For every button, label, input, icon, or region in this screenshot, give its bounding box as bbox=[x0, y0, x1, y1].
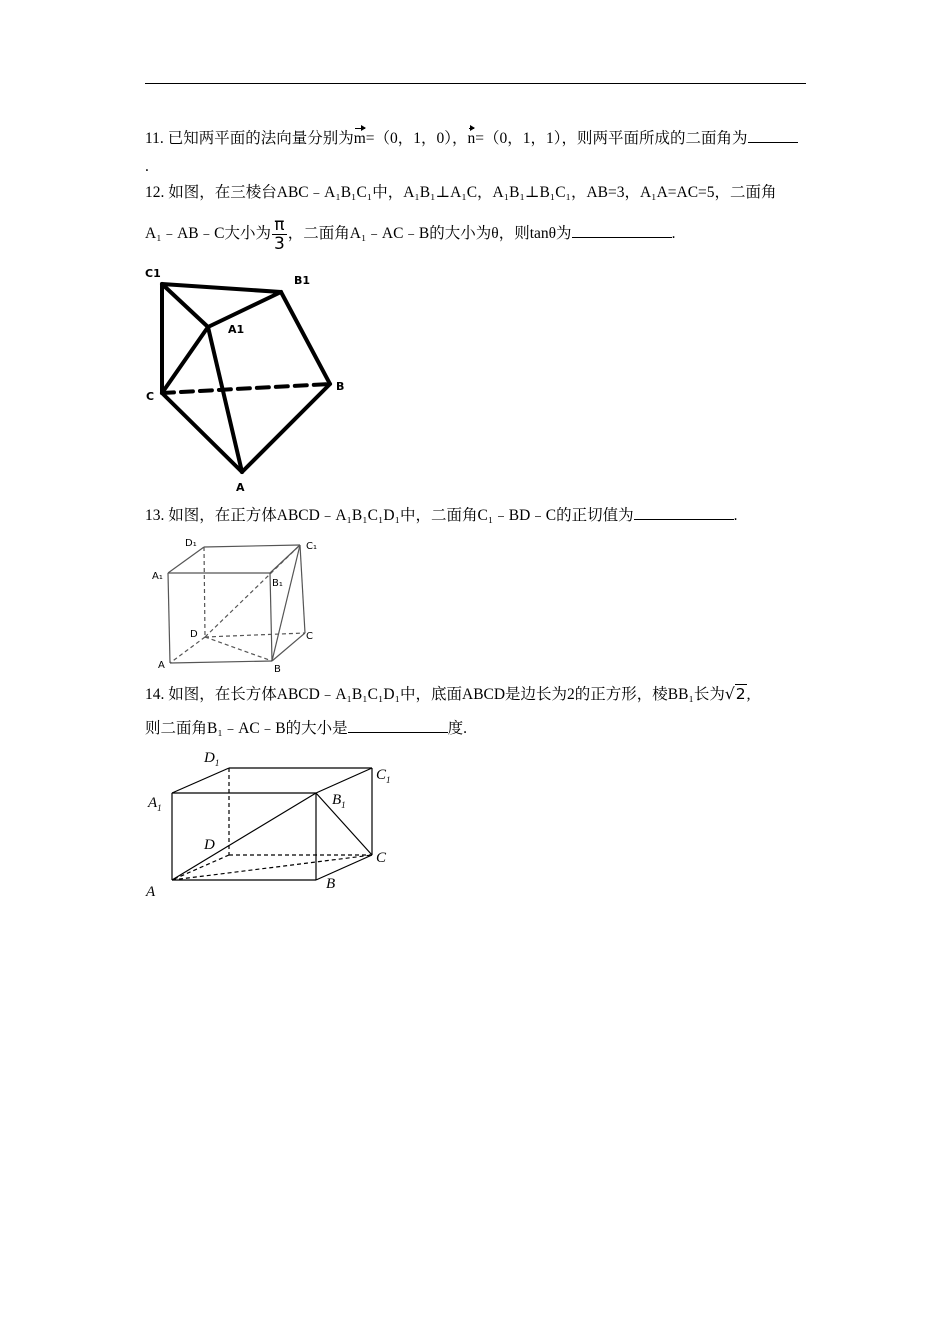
q11-number: 11. bbox=[145, 130, 164, 147]
q12-end: . bbox=[671, 225, 676, 242]
q14-line1-a: 如图，在长方体ABCD﹣A₁B₁C₁D₁中，底面ABCD是边长为2的正方形，棱BB₁长为 bbox=[168, 686, 725, 703]
label-a1: A1 bbox=[228, 323, 245, 336]
label-c1: C₁ bbox=[306, 541, 317, 552]
question-12-line-1 bbox=[145, 183, 777, 203]
edge-a-b bbox=[242, 384, 330, 472]
label-c1: C1 bbox=[145, 267, 161, 280]
vector-n: n bbox=[468, 125, 476, 149]
label-d: D bbox=[204, 837, 215, 853]
q14-figure-box bbox=[140, 742, 400, 902]
edge-c-b-hidden bbox=[162, 384, 330, 393]
q11-text-b: =（0，1，0）， bbox=[365, 130, 468, 147]
q13-text: 如图，在正方体ABCD﹣A₁B₁C₁D₁中，二面角C₁﹣BD﹣C的正切值为 bbox=[168, 507, 634, 524]
edge-a1-a bbox=[208, 327, 242, 472]
sqrt-2: √2 bbox=[724, 685, 746, 703]
q12-line1: 如图，在三棱台ABC﹣A₁B₁C₁中，A₁B₁⊥A₁C，A₁B₁⊥B₁C₁，AB=3，A₁A=AC=5，二面角 bbox=[168, 184, 777, 201]
question-14-line-1 bbox=[145, 684, 751, 705]
question-14-line-2 bbox=[145, 718, 467, 739]
vector-m: m bbox=[354, 125, 366, 149]
question-13 bbox=[145, 505, 737, 526]
edge-a1-c bbox=[162, 327, 208, 393]
q12-answer-blank[interactable] bbox=[572, 223, 672, 238]
label-c: C bbox=[376, 850, 387, 866]
q13-number: 13. bbox=[145, 507, 165, 524]
q14-line2-b: 度. bbox=[447, 720, 468, 737]
q12-line2-a: A₁﹣AB﹣C大小为 bbox=[145, 225, 271, 242]
label-a1: A₁ bbox=[152, 571, 163, 582]
edge-a1-b1 bbox=[208, 292, 281, 327]
label-c1: $C_1$ bbox=[376, 767, 391, 785]
label-b1: B1 bbox=[294, 274, 311, 287]
q11-answer-blank[interactable] bbox=[748, 128, 798, 143]
label-c: C bbox=[146, 390, 155, 403]
label-b: B bbox=[274, 664, 281, 675]
q14-line1-b: , bbox=[746, 686, 751, 703]
label-b: B bbox=[336, 380, 345, 393]
label-a: A bbox=[146, 884, 156, 900]
q12-figure-frustum bbox=[140, 262, 360, 498]
q11-tail: . bbox=[145, 158, 149, 175]
q11-text-c: =（0，1，1），则两平面所成的二面角为 bbox=[475, 130, 748, 147]
question-12-line-2 bbox=[145, 214, 675, 254]
q13-answer-blank[interactable] bbox=[634, 505, 734, 520]
q14-number: 14. bbox=[145, 686, 165, 703]
label-d1: $D_1$ bbox=[204, 750, 220, 768]
label-a1: $A_1$ bbox=[148, 795, 162, 813]
diag-a-c bbox=[172, 855, 372, 880]
q14-answer-blank[interactable] bbox=[348, 718, 448, 733]
edge-c1-a1 bbox=[162, 284, 208, 327]
q13-figure-cube bbox=[148, 533, 328, 678]
edge-b1-b bbox=[281, 292, 330, 384]
q12-line2-b: ，二面角A₁﹣AC﹣B的大小为θ，则tanθ为 bbox=[287, 225, 572, 242]
label-b1: B₁ bbox=[272, 578, 283, 589]
q11-text-a: 已知两平面的法向量分别为 bbox=[167, 130, 354, 147]
edge-c1-b1 bbox=[162, 284, 281, 292]
diag-a-b1 bbox=[172, 793, 316, 880]
label-b1: $B_1$ bbox=[332, 792, 346, 810]
label-d: D bbox=[190, 629, 198, 640]
q12-number: 12. bbox=[145, 184, 165, 201]
q14-line2-a: 则二面角B₁﹣AC﹣B的大小是 bbox=[145, 720, 348, 737]
label-c: C bbox=[306, 631, 313, 642]
label-a: A bbox=[236, 481, 245, 494]
label-a: A bbox=[158, 660, 165, 671]
label-d1: D₁ bbox=[185, 538, 197, 549]
edge-c-a bbox=[162, 393, 242, 472]
question-11 bbox=[145, 125, 798, 149]
q13-end: . bbox=[733, 507, 738, 524]
header-rule bbox=[145, 83, 806, 84]
fraction-pi-over-3: $\frac{\pi}{3}$ bbox=[273, 214, 285, 254]
label-b: B bbox=[326, 876, 336, 892]
edge-c1-b bbox=[272, 545, 300, 661]
